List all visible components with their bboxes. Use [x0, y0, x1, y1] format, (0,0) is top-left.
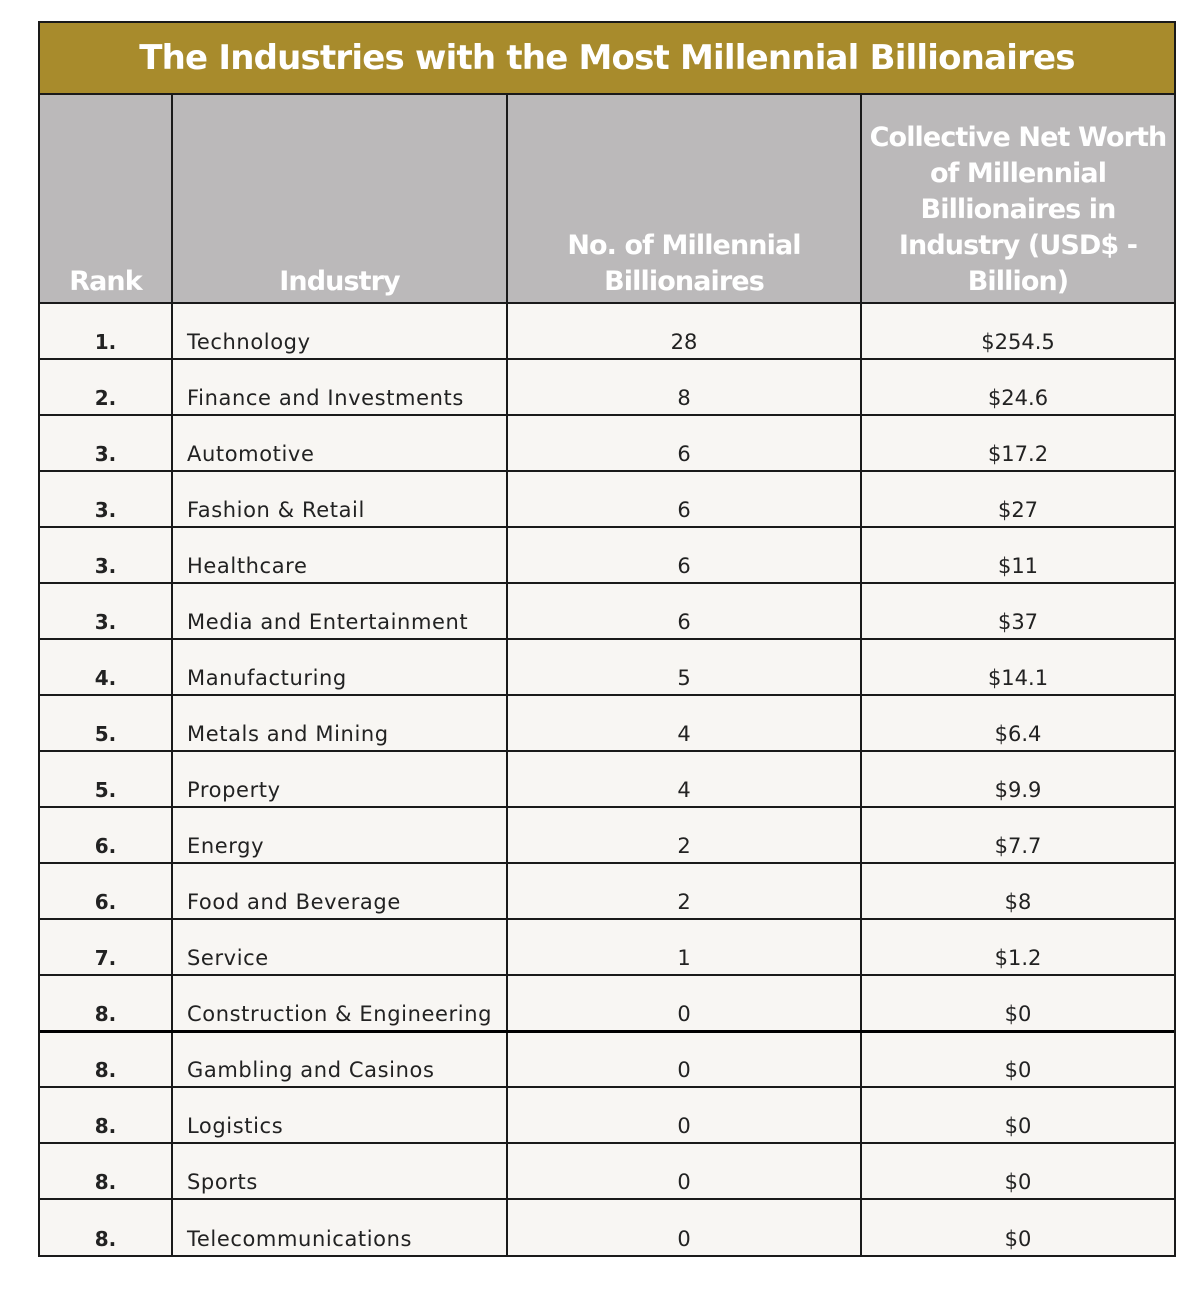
table-row: [40, 303, 1174, 359]
industry-cell: Service: [172, 919, 507, 975]
rank-cell: 3.: [40, 471, 172, 527]
table-row: [40, 359, 1174, 415]
net-worth-cell: $0: [861, 1031, 1174, 1087]
billionaire-count-cell: 0: [507, 1199, 861, 1255]
table-row: [40, 471, 1174, 527]
billionaires-table: [38, 21, 1176, 1257]
table-row: [40, 415, 1174, 471]
net-worth-cell: $14.1: [861, 639, 1174, 695]
net-worth-cell: $0: [861, 975, 1174, 1031]
net-worth-cell: $9.9: [861, 751, 1174, 807]
rank-cell: 1.: [40, 303, 172, 359]
rank-cell: 6.: [40, 863, 172, 919]
industry-cell: Fashion & Retail: [172, 471, 507, 527]
rank-cell: 5.: [40, 751, 172, 807]
table-title-bar: [40, 23, 1174, 95]
net-worth-cell: $37: [861, 583, 1174, 639]
billionaire-count-cell: 5: [507, 639, 861, 695]
net-worth-cell: $6.4: [861, 695, 1174, 751]
industry-cell: Construction & Engineering: [172, 975, 507, 1031]
billionaire-count-cell: 1: [507, 919, 861, 975]
billionaire-count-cell: 4: [507, 695, 861, 751]
table-row: [40, 807, 1174, 863]
billionaire-count-cell: 8: [507, 359, 861, 415]
rank-cell: 8.: [40, 1087, 172, 1143]
industry-cell: Finance and Investments: [172, 359, 507, 415]
rank-cell: 4.: [40, 639, 172, 695]
table-row: [40, 527, 1174, 583]
rank-cell: 8.: [40, 1199, 172, 1255]
industry-cell: Food and Beverage: [172, 863, 507, 919]
net-worth-cell: $7.7: [861, 807, 1174, 863]
rank-cell: 3.: [40, 527, 172, 583]
net-worth-cell: $0: [861, 1087, 1174, 1143]
table-row: [40, 919, 1174, 975]
industry-cell: Media and Entertainment: [172, 583, 507, 639]
rank-cell: 2.: [40, 359, 172, 415]
header-billionaire-count: No. of Millennial Billionaires: [507, 95, 861, 303]
industry-cell: Sports: [172, 1143, 507, 1199]
billionaire-count-cell: 6: [507, 527, 861, 583]
table-body: [40, 303, 1174, 1255]
net-worth-cell: $27: [861, 471, 1174, 527]
rank-cell: 7.: [40, 919, 172, 975]
industry-cell: Metals and Mining: [172, 695, 507, 751]
industry-cell: Manufacturing: [172, 639, 507, 695]
table-row: [40, 1031, 1174, 1087]
net-worth-cell: $0: [1004, 1227, 1032, 1251]
industry-cell: Energy: [172, 807, 507, 863]
table-row: [40, 695, 1174, 751]
net-worth-cell: $11: [861, 527, 1174, 583]
table-row: [40, 1143, 1174, 1199]
net-worth-cell: $0: [861, 1143, 1174, 1199]
table-row: [40, 863, 1174, 919]
table-row: [40, 583, 1174, 639]
industry-cell: Automotive: [172, 415, 507, 471]
industry-cell: Telecommunications: [172, 1199, 507, 1255]
billionaire-count-cell: 0: [507, 1087, 861, 1143]
header-industry: Industry: [172, 95, 507, 303]
net-worth-cell: $8: [861, 863, 1174, 919]
industry-cell: Gambling and Casinos: [172, 1031, 507, 1087]
billionaire-count-cell: 6: [507, 583, 861, 639]
rank-cell: 3.: [40, 583, 172, 639]
data-table: [40, 95, 1174, 1255]
table-row: [40, 1199, 1174, 1255]
billionaire-count-cell: 28: [507, 303, 861, 359]
net-worth-cell: $1.2: [861, 919, 1174, 975]
industry-cell: Healthcare: [172, 527, 507, 583]
table-row: [40, 639, 1174, 695]
rank-cell: 3.: [40, 415, 172, 471]
net-worth-cell: $17.2: [861, 415, 1174, 471]
billionaire-count-cell: 6: [507, 415, 861, 471]
industry-cell: Technology: [172, 303, 507, 359]
industry-cell: Logistics: [172, 1087, 507, 1143]
rank-cell: 8.: [40, 1143, 172, 1199]
billionaire-count-cell: 0: [507, 975, 861, 1031]
rank-cell: 5.: [40, 695, 172, 751]
net-worth-cell: $254.5: [861, 303, 1174, 359]
net-worth-cell: $24.6: [861, 359, 1174, 415]
table-title: The Industries with the Most Millennial Billionaires: [139, 38, 1075, 78]
header-net-worth: Collective Net Worth of Millennial Billionaires in Industry (USD$ - Billion): [861, 95, 1174, 303]
billionaire-count-cell: 2: [507, 863, 861, 919]
billionaire-count-cell: 2: [507, 807, 861, 863]
header-rank: Rank: [40, 95, 172, 303]
rank-cell: 6.: [40, 807, 172, 863]
table-row: [40, 1087, 1174, 1143]
billionaire-count-cell: 0: [507, 1143, 861, 1199]
table-row: [40, 975, 1174, 1031]
billionaire-count-cell: 6: [507, 471, 861, 527]
rank-cell: 8.: [40, 1031, 172, 1087]
header-row: [40, 95, 1174, 303]
billionaire-count-cell: 4: [507, 751, 861, 807]
billionaire-count-cell: 0: [507, 1031, 861, 1087]
industry-cell: Property: [172, 751, 507, 807]
table-row: [40, 751, 1174, 807]
rank-cell: 8.: [40, 975, 172, 1031]
